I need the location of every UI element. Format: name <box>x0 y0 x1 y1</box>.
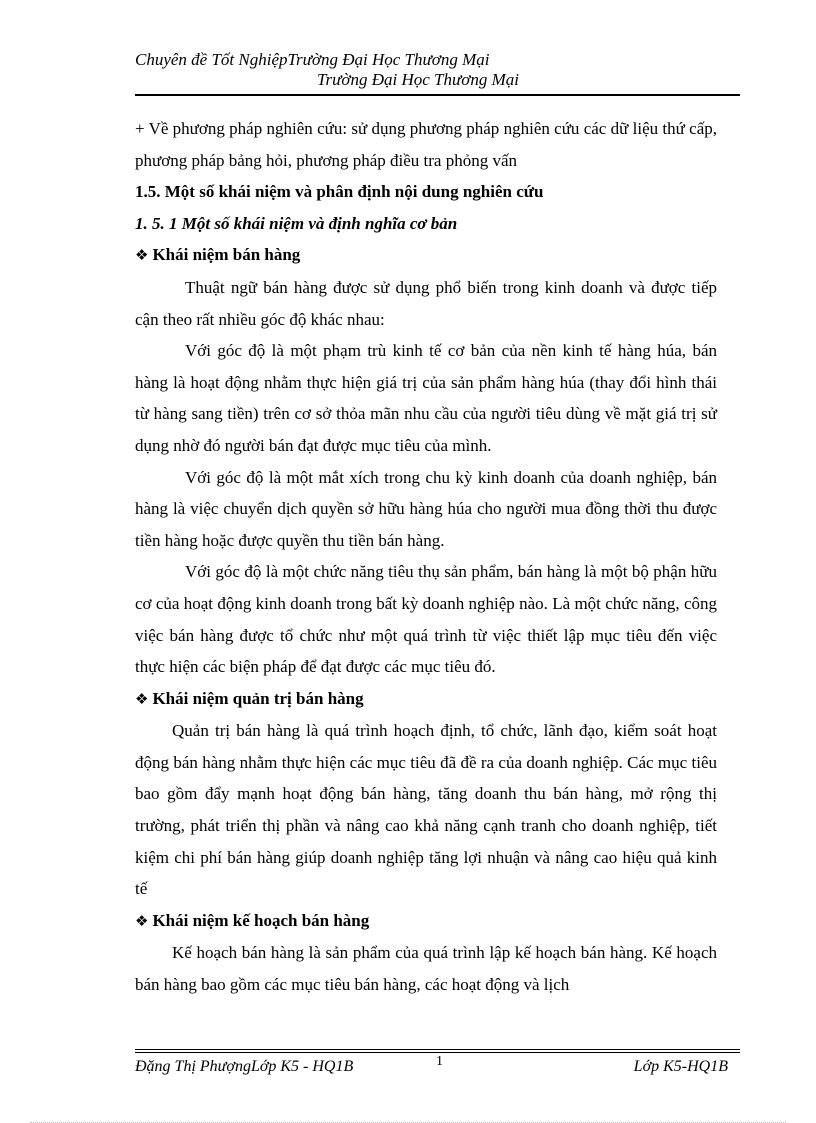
section-heading-1-5-1: 1. 5. 1 Một số khái niệm và định nghĩa cơ bản <box>135 213 458 233</box>
page-header <box>135 50 740 90</box>
heading-sales-concept-text: Khái niệm bán hàng <box>152 245 301 265</box>
paragraph-sales-term: Thuật ngữ bán hàng được sử dụng phổ biến trong kinh doanh và được tiếp cận theo rất nhiều góc độ khác nhau: <box>135 277 717 329</box>
footer-class: Lớp K5-HQ1B <box>633 1058 728 1075</box>
header-divider <box>135 94 740 96</box>
section-heading-1-5: 1.5. Một số khái niệm và phân định nội dung nghiên cứu <box>135 182 544 202</box>
heading-sales-concept <box>135 239 717 272</box>
footer-divider-top <box>135 1049 740 1050</box>
paragraph-economic-view: Với góc độ là một phạm trù kinh tế cơ bản của nền kinh tế hàng húa, bán hàng là hoạt động nhằm thực hiện giá trị của sản phẩm hàng húa (thay đổi hình thái từ hàng sang tiền) trên cơ sở thỏa mãn nhu cầu của người tiêu dùng về mặt giá trị sử dụng nhờ đó người bán đạt được mục tiêu của mình. <box>135 341 717 455</box>
heading-sales-management-text: Khái niệm quản trị bán hàng <box>152 688 364 708</box>
paragraph-business-cycle-view: Với góc độ là một mắt xích trong chu kỳ kinh doanh của doanh nghiệp, bán hàng là việc chuyển dịch quyền sở hữu hàng húa cho người mua đồng thời thu được tiền hàng hoặc được quyền thu tiền bán hàng. <box>135 467 717 550</box>
heading-sales-plan-text: Khái niệm kế hoạch bán hàng <box>152 910 370 930</box>
header-line-1: Chuyên đề Tốt NghiệpTrường Đại Học Thương Mại <box>135 50 490 69</box>
heading-sales-plan <box>135 905 717 938</box>
heading-sales-management <box>135 683 717 716</box>
bullet-diamond-icon: ❖ <box>135 911 149 930</box>
paragraph-consumption-function-view: Với góc độ là một chức năng tiêu thụ sản phẩm, bán hàng là một bộ phận hữu cơ của hoạt động kinh doanh trong bất kỳ doanh nghiệp nào. Là một chức năng, công việc bán hàng được tổ chức như một quá trình từ việc thiết lập mục tiêu đến việc thực hiện các biện pháp để đạt được các mục tiêu đó. <box>135 562 717 677</box>
page-body <box>135 113 717 1001</box>
bullet-diamond-icon: ❖ <box>135 246 149 265</box>
header-line-2: Trường Đại Học Thương Mại <box>317 70 519 89</box>
paragraph-sales-management: Quản trị bán hàng là quá trình hoạch định, tổ chức, lãnh đạo, kiểm soát hoạt động bán hàng nhằm thực hiện các mục tiêu đã đề ra của doanh nghiệp. Các mục tiêu bao gồm đẩy mạnh hoạt động bán hàng, tăng doanh thu bán hàng, mở rộng thị trường, phát triển thị phần và nâng cao khả năng cạnh tranh cho doanh nghiệp, tiết kiệm chi phí bán hàng giúp doanh nghiệp tăng lợi nhuận và nâng cao hiệu quả kinh tế <box>135 721 717 899</box>
page-number: 1 <box>436 1054 443 1069</box>
paragraph-sales-plan: Kế hoạch bán hàng là sản phẩm của quá trình lập kế hoạch bán hàng. Kế hoạch bán hàng bao gồm các mục tiêu bán hàng, các hoạt động và lịch <box>135 943 717 995</box>
footer-author: Đặng Thị PhượngLớp K5 - HQ1B <box>135 1058 354 1075</box>
footer-divider-bottom <box>135 1052 740 1053</box>
bullet-diamond-icon: ❖ <box>135 689 149 708</box>
paragraph-research-methods: + Về phương pháp nghiên cứu: sử dụng phương pháp nghiên cứu các dữ liệu thứ cấp, phương pháp bảng hỏi, phương pháp điều tra phỏng vấn <box>135 119 717 170</box>
